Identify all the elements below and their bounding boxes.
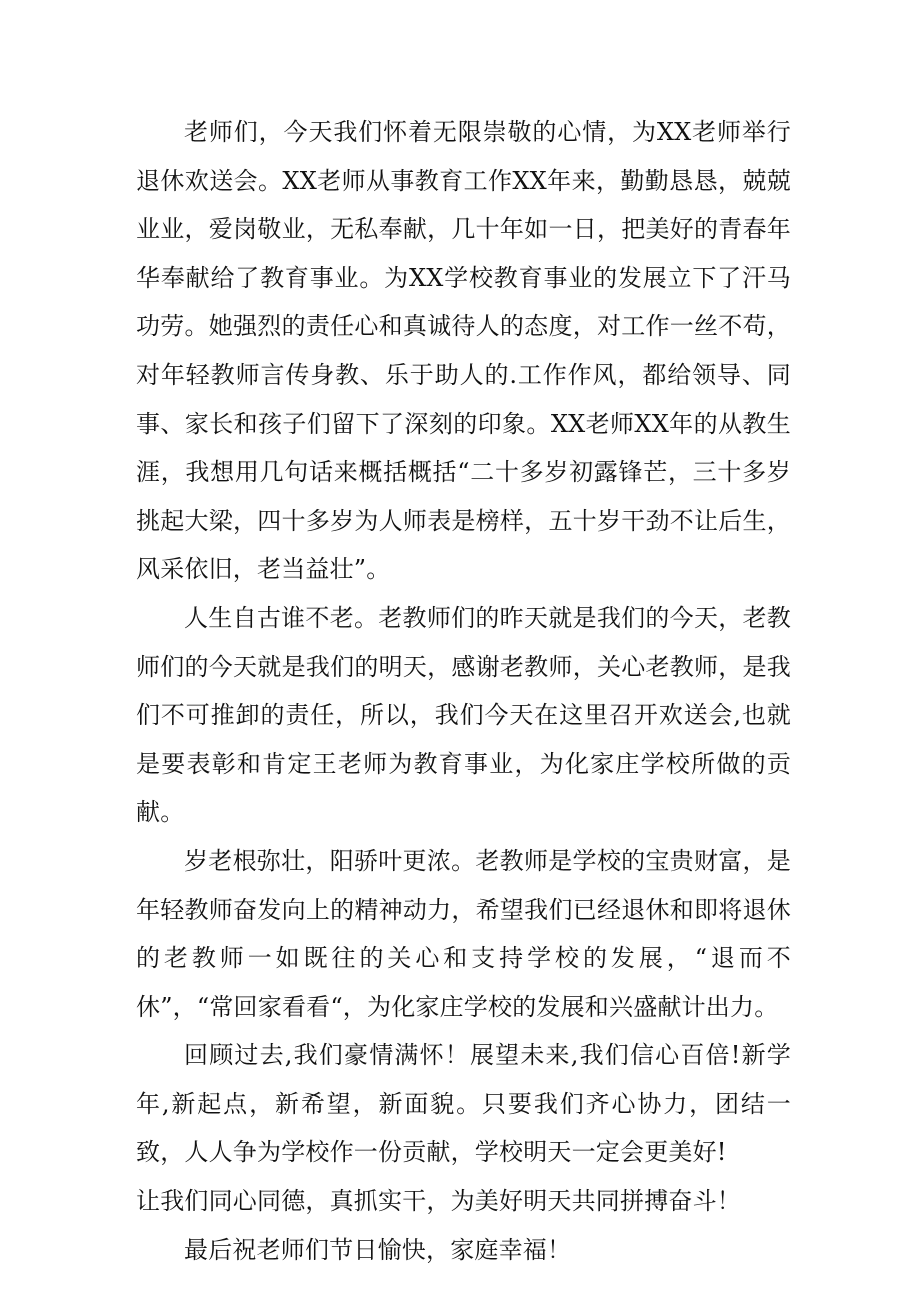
paragraph-future-outlook: 回顾过去,我们豪情满怀！展望未来,我们信心百倍!新学年,新起点，新希望，新面貌。只要我们齐心协力，团结一致，人人争为学校作一份贡献，学校明天一定会更美好! (136, 1041, 791, 1167)
paragraph-school-treasure: 岁老根弥壮，阳骄叶更浓。老教师是学校的宝贵财富，是年轻教师奋发向上的精神动力，希望我们已经退休和即将退休的老教师一如既往的关心和支持学校的发展，“退而不休”，“常回家看看“，为化家庄学校的发展和兴盛献计出力。 (136, 846, 791, 1021)
document-body (136, 108, 791, 1274)
paragraph-farewell-intro: 老师们，今天我们怀着无限崇敬的心情，为XX老师举行退休欢送会。XX老师从事教育工作XX年来，勤勤恳恳，兢兢业业，爱岗敬业，无私奉献，几十年如一日，把美好的青春年华奉献给了教育事业。为XX学校教育事业的发展立下了汗马功劳。她强烈的责任心和真诚待人的态度，对工作一丝不苟，对年轻教师言传身教、乐于助人的.工作作风，都给领导、同事、家长和孩子们留下了深刻的印象。XX老师XX年的从教生涯，我想用几句话来概括概括“二十多岁初露锋芒，三十多岁挑起大梁，四十多岁为人师表是榜样，五十岁干劲不让后生，风采依旧，老当益壮”。 (136, 118, 791, 584)
paragraph-call-to-action: 让我们同心同德，真抓实干，为美好明天共同拼搏奋斗！ (136, 1187, 741, 1216)
paragraph-closing-wishes: 最后祝老师们节日愉快，家庭幸福！ (184, 1235, 572, 1264)
paragraph-life-reflection: 人生自古谁不老。老教师们的昨天就是我们的今天，老教师们的今天就是我们的明天，感谢老教师，关心老教师，是我们不可推卸的责任，所以，我们今天在这里召开欢送会,也就是要表彰和肯定王老师为教育事业，为化家庄学校所做的贡献。 (136, 603, 791, 827)
